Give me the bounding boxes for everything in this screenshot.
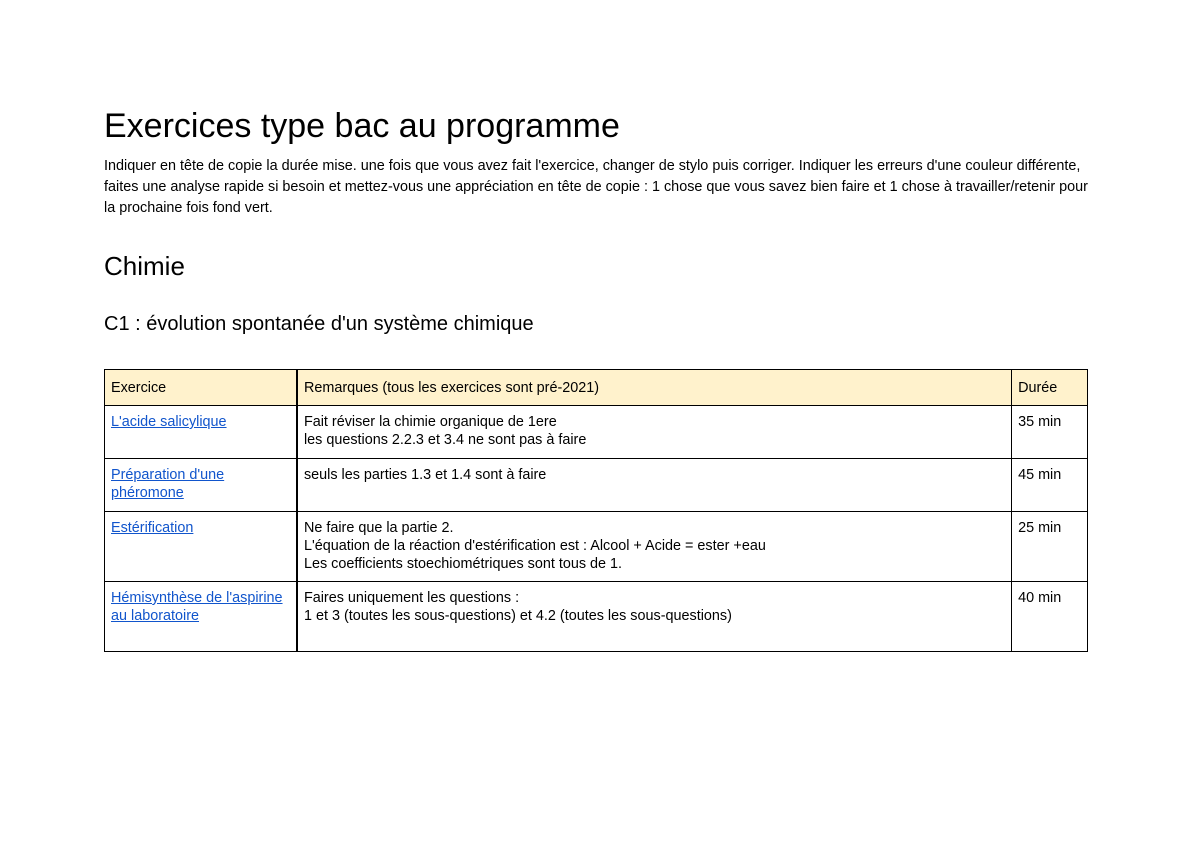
subsection-heading-c1: C1 : évolution spontanée d'un système chimique — [104, 313, 534, 335]
remark-line: les questions 2.2.3 et 3.4 ne sont pas à faire — [303, 432, 587, 448]
exercise-link-preparation-pheromone[interactable]: Préparation d'une phéromone — [111, 467, 225, 501]
remark-line: 1 et 3 (toutes les sous-questions) et 4.2 (toutes les sous-questions) — [303, 608, 732, 624]
table-row — [105, 406, 1088, 459]
header-remarks: Remarques (tous les exercices sont pré-2021) — [297, 370, 1012, 406]
remark-line: L'équation de la réaction d'estérification est : Alcool + Acide = ester +eau — [303, 538, 766, 554]
remark-line: Faires uniquement les questions : — [303, 590, 520, 606]
exercise-link-esterification[interactable]: Estérification — [111, 520, 194, 536]
header-duration: Durée — [1012, 370, 1088, 406]
header-exercise: Exercice — [105, 370, 297, 406]
remark-line: Les coefficients stoechiométriques sont tous de 1. — [303, 556, 623, 572]
duration-cell: 35 min — [1012, 406, 1088, 459]
exercises-table — [104, 369, 1088, 652]
table-row — [105, 512, 1088, 582]
exercise-link-acide-salicylique[interactable]: L'acide salicylique — [111, 414, 227, 430]
exercise-cell — [105, 512, 297, 582]
page-title: Exercices type bac au programme — [104, 107, 620, 145]
duration-cell: 45 min — [1012, 459, 1088, 512]
table-row — [105, 459, 1088, 512]
duration-cell: 40 min — [1012, 582, 1088, 652]
table-row — [105, 582, 1088, 652]
remarks-cell — [297, 512, 1012, 582]
section-heading-chimie: Chimie — [104, 251, 185, 281]
exercise-cell — [105, 459, 297, 512]
remark-line: Fait réviser la chimie organique de 1ere — [303, 414, 557, 430]
intro-paragraph: Indiquer en tête de copie la durée mise. une fois que vous avez fait l'exercice, changer de stylo puis corriger. Indiquer les erreurs d'une couleur différente, faites une analyse rapide si besoin et mettez-vous une appréciation en tête de copie : 1 chose que vous savez bien faire et 1 chose à travailler/retenir pour la prochaine fois fond vert. — [104, 158, 1088, 216]
table-header-row — [105, 370, 1088, 406]
remark-line: seuls les parties 1.3 et 1.4 sont à faire — [303, 467, 547, 483]
exercise-cell — [105, 582, 297, 652]
exercise-link-hemisynthese-aspirine[interactable]: Hémisynthèse de l'aspirine au laboratoire — [111, 590, 283, 624]
duration-cell: 25 min — [1012, 512, 1088, 582]
remarks-cell — [297, 459, 1012, 512]
exercise-cell — [105, 406, 297, 459]
remark-line: Ne faire que la partie 2. — [303, 520, 454, 536]
remarks-cell — [297, 406, 1012, 459]
remarks-cell — [297, 582, 1012, 652]
